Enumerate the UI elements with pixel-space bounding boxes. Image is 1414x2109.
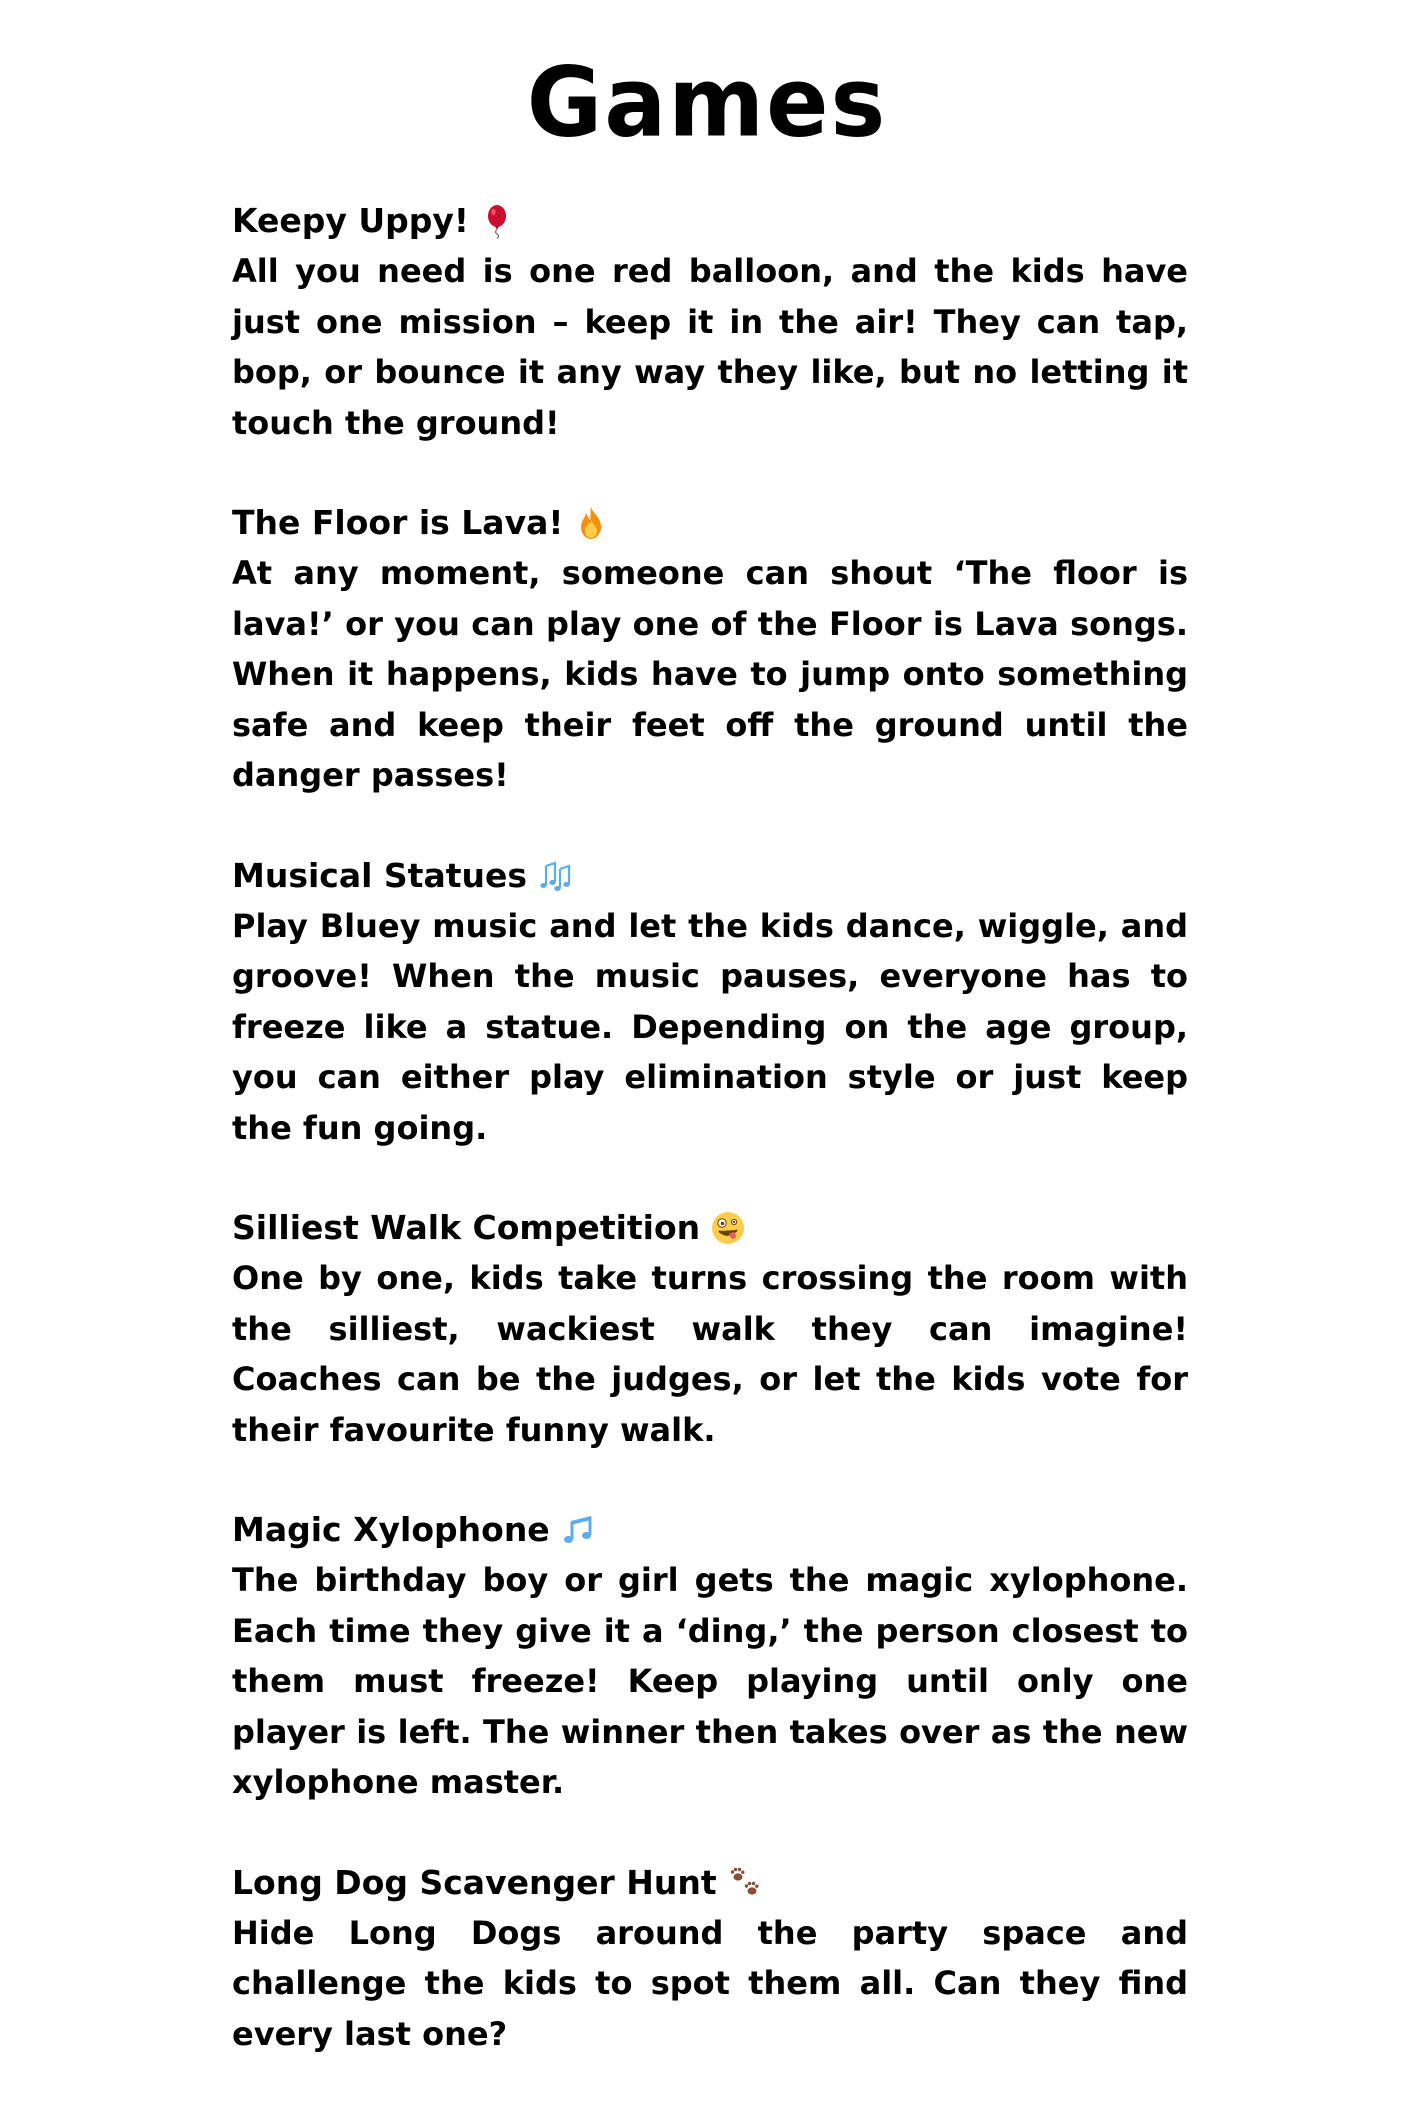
zany-face-icon [710,1210,746,1246]
game-title-text: Musical Statues [232,855,528,895]
game-musical-statues [232,851,1188,1154]
game-title [232,1858,1188,1908]
balloon-icon [479,203,515,239]
game-magic-xylophone [232,1505,1188,1808]
fire-icon [573,505,609,541]
music-note-icon [560,1512,596,1548]
game-title [232,851,1188,901]
game-title-text: Keepy Uppy! [232,201,469,240]
game-title-text: Magic Xylophone [232,1510,550,1549]
page-title: Games [526,46,888,159]
game-description: All you need is one red balloon, and the kids have just one mission – keep it in the air! They can tap, bop, or bounce it any way they like, but no letting it touch the ground! [232,252,1188,442]
music-notes-icon [537,858,573,894]
game-title-text: Silliest Walk Competition [232,1208,701,1247]
game-keepy-uppy [232,196,1188,448]
game-title-text: The Floor is Lava! [232,503,564,542]
game-title [232,1505,1188,1555]
game-description: Play Bluey music and let the kids dance, wiggle, and groove! When the music pauses, everyone has to freeze like a statue. Depending on the age group, you can either play elimination style or just keep the fun going. [232,906,1188,1147]
game-description: The birthday boy or girl gets the magic xylophone. Each time they give it a ‘ding,’ the person closest to them must freeze! Keep playing until only one player is left. The winner then takes over as the new xylophone master. [232,1561,1188,1801]
game-description: Hide Long Dogs around the party space and challenge the kids to spot them all. Can they find every last one? [232,1913,1188,2053]
game-silliest-walk [232,1203,1188,1455]
game-description: At any moment, someone can shout ‘The floor is lava!’ or you can play one of the Floor is Lava songs. When it happens, kids have to jump onto something safe and keep their feet off the ground until the danger passes! [232,554,1188,794]
game-title-text: Long Dog Scavenger Hunt [232,1862,717,1902]
game-title [232,196,1188,246]
game-title [232,1203,1188,1253]
game-description: One by one, kids take turns crossing the room with the silliest, wackiest walk they can imagine! Coaches can be the judges, or let the kids vote for their favourite funny walk. [232,1259,1188,1449]
game-floor-is-lava [232,498,1188,801]
game-title [232,498,1188,548]
games-list [232,196,1188,2109]
paw-prints-icon [727,1865,763,1901]
game-long-dog-hunt [232,1858,1188,2060]
